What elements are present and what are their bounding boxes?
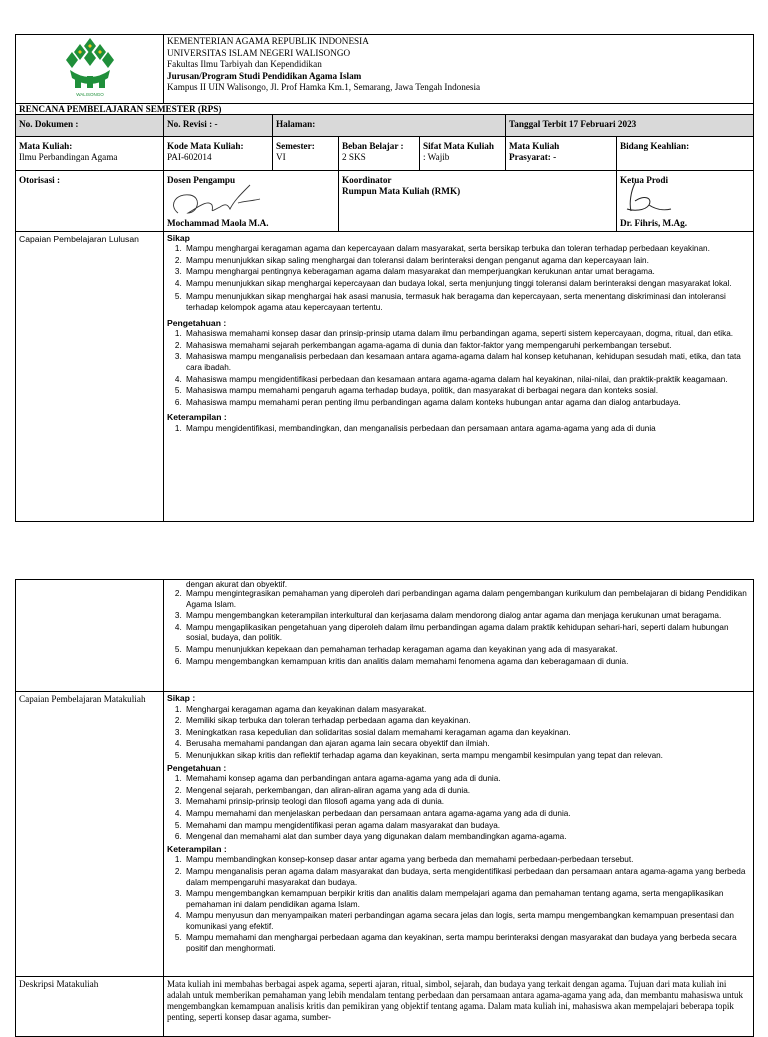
cpmk-pengetahuan-title: Pengetahuan :	[167, 762, 227, 773]
cpmk-content	[164, 692, 754, 977]
koordinator-label: Koordinator	[342, 174, 392, 185]
list-item: 1. Mahasiswa memahami konsep dasar dan prinsip-prinsip utama dalam ilmu perbandingan agama, seperti sistem kepercayaan, dogma, ritual, dan etika.	[184, 329, 750, 340]
semester-value: VI	[276, 152, 286, 162]
address-line: Kampus II UIN Walisongo, Jl. Prof Hamka Km.1, Semarang, Jawa Tengah Indonesia	[167, 82, 481, 92]
cpl-pengetahuan-list	[167, 329, 750, 408]
kaprodi-signature	[619, 177, 679, 217]
rps-title: RENCANA PEMBELAJARAN SEMESTER (RPS)	[16, 103, 754, 114]
rps-header-table	[15, 34, 754, 522]
cpl-keterampilan-title: Keterampilan :	[167, 412, 227, 423]
cpmk-sikap-title: Sikap :	[167, 693, 196, 703]
list-item: 4. Mampu memahami dan menjelaskan perbedaan dan persamaan antara agama-agama yang ada di dunia.	[184, 809, 750, 820]
sifat-cell	[420, 136, 506, 170]
faculty-line: Fakultas Ilmu Tarbiyah dan Kependidikan	[167, 59, 322, 69]
list-item: 4. Mampu mengaplikasikan pengetahuan yang diperoleh dalam ilmu perbandingan agama dalam praktik kehidupan sehari-hari, seperti dalam hubungan sosial, budaya, dan politik.	[184, 623, 750, 644]
uin-walisongo-logo	[58, 36, 122, 98]
list-item: 1. Mampu menghargai keragaman agama dan kepercayaan dalam masyarakat, serta bersikap terbuka dan toleran terhadap perbedaan keyakinan.	[184, 244, 750, 255]
deskripsi-text: Mata kuliah ini membahas berbagai aspek agama, seperti ajaran, ritual, simbol, sejarah, dan budaya yang terkait dengan agama. Tujuan dari mata kuliah ini adalah untuk memberikan pemahaman yang lebih mendalam tentang perbedaan dan persamaan antara agama-agama yang ada, dan membantu mahasiswa untuk mengembangkan kemampuan analisis kritis dan pemikiran yang objektif tentang agama. Dalam mata kuliah ini, mahasiswa akan mempelajari beberapa topik penting, seperti konsep dasar agama, sumber-	[164, 977, 754, 1037]
kode-mk-cell	[164, 136, 273, 170]
list-item: 4. Mahasiswa mampu mengidentifikasi perbedaan dan kesamaan antara agama-agama dalam hal keyakinan, nilai-nilai, dan praktik-praktik keagamaan.	[184, 375, 750, 386]
list-item: 4. Berusaha memahami pandangan dan ajaran agama lain secara obyektif dan ilmiah.	[184, 739, 750, 750]
list-item: 4. Mampu menunjukkan sikap menghargai kepercayaan dan budaya lokal, serta menjunjung tinggi toleransi dalam berinteraksi dengan masyarakat lokal.	[184, 279, 750, 290]
list-item: 1. Memahami konsep agama dan perbandingan antara agama-agama yang ada di dunia.	[184, 774, 750, 785]
cpl-sikap-list	[167, 244, 750, 314]
university-line: UNIVERSITAS ISLAM NEGERI WALISONGO	[167, 47, 351, 58]
department-line: Jurusan/Program Studi Pendidikan Agama Islam	[167, 70, 362, 81]
sifat-label: Sifat Mata Kuliah	[423, 140, 494, 151]
cpl-pengetahuan-title: Pengetahuan :	[167, 317, 227, 328]
deskripsi-label: Deskripsi Matakuliah	[16, 977, 164, 1037]
cpmk-pengetahuan-list	[167, 774, 750, 843]
mata-kuliah-label: Mata Kuliah:	[19, 140, 73, 151]
list-item: 3. Mampu menghargai pentingnya keberagaman agama dalam masyarakat dan memperjuangkan kerukunan antar umat beragama.	[184, 267, 750, 278]
list-item: 5. Menunjukkan sikap kritis dan reflektif terhadap agama dan keyakinan, serta mampu mengambil kesimpulan yang tepat dan relevan.	[184, 751, 750, 762]
koordinator-cell	[339, 170, 617, 231]
list-item: 3. Memahami prinsip-prinsip teologi dan filosofi agama yang ada di dunia.	[184, 797, 750, 808]
list-item: 3. Mampu mengembangkan keterampilan interkultural dan kerjasama dalam mendorong dialog antar agama dan menjaga kerukunan umat beragama.	[184, 611, 750, 622]
list-item: 2. Mengenal sejarah, perkembangan, dan aliran-aliran agama yang ada di dunia.	[184, 786, 750, 797]
list-item: 2. Mahasiswa memahami sejarah perkembangan agama-agama di dunia dan faktor-faktor yang mempengaruhi perkembangan tersebut.	[184, 341, 750, 352]
koordinator-sub: Rumpun Mata Kuliah (RMK)	[342, 186, 461, 196]
list-item: 5. Mahasiswa mampu memahami pengaruh agama terhadap budaya, politik, dan masyarakat di berbagai negara dan konteks sosial.	[184, 386, 750, 397]
kode-mk-label: Kode Mata Kuliah:	[167, 140, 244, 151]
dosen-label: Dosen Pengampu	[167, 174, 236, 185]
list-item: 1. Mampu mengidentifikasi, membandingkan, dan menganalisis perbedaan dan persamaan antara agama-agama yang ada di dunia	[184, 424, 750, 435]
list-item: 3. Meningkatkan rasa kepedulian dan solidaritas sosial dalam memahami keragaman agama dan keyakinan.	[184, 728, 750, 739]
logo-cell	[16, 35, 164, 104]
bidang-label: Bidang Keahlian:	[620, 140, 690, 151]
dosen-signature	[168, 183, 278, 219]
list-item: 3. Mampu mengembangkan kemampuan berpikir kritis dan analitis dalam mempelajari agama dan pemahaman tentang agama, serta mengaplikasikan pemahaman ini dalam pendidikan agama Islam.	[184, 889, 750, 910]
dosen-cell	[164, 170, 339, 231]
cpl-label: Capaian Pembelajaran Lulusan	[16, 231, 164, 521]
list-item: 4. Mampu menyusun dan menyampaikan materi perbandingan agama secara jelas dan logis, serta mampu mengembangkan kemampuan presentasi dan komunikasi yang efektif.	[184, 911, 750, 932]
list-item: 6. Mampu mengembangkan kemampuan kritis dan analitis dalam memahami fenomena agama dan keberagamaan di dunia.	[184, 657, 750, 668]
list-item: 5. Memahami dan mampu mengidentifikasi peran agama dalam masyarakat dan budaya.	[184, 821, 750, 832]
cpl-content	[164, 231, 754, 521]
cpmk-label: Capaian Pembelajaran Matakuliah	[16, 692, 164, 977]
semester-cell	[273, 136, 339, 170]
prasyarat-cell	[506, 136, 617, 170]
logo-text: WALISONGO	[75, 92, 104, 97]
list-item: 5. Mampu menunjukkan sikap menghargai hak asasi manusia, termasuk hak beragama dan kepercayaan, serta menentang diskriminasi dan intoleransi terhadap kelompok agama atau kepercayaan tertentu.	[184, 292, 750, 313]
dosen-name: Mochammad Maola M.A.	[167, 218, 269, 228]
semester-label: Semester:	[276, 140, 315, 151]
list-item: 5. Mampu menunjukkan kepekaan dan pemahaman terhadap keragaman agama dan keyakinan yang ada di masyarakat.	[184, 645, 750, 656]
kaprodi-name: Dr. Fihris, M.Ag.	[620, 218, 688, 228]
kaprodi-cell	[617, 170, 754, 231]
cpmk-keterampilan-title: Keterampilan :	[167, 843, 227, 854]
kode-mk-value: PAI-602014	[167, 152, 212, 162]
kaprodi-label: Ketua Prodi	[620, 174, 669, 185]
list-item: 1. Menghargai keragaman agama dan keyakinan dalam masyarakat.	[184, 705, 750, 716]
cpl-continued-content	[164, 580, 754, 692]
beban-value: 2 SKS	[342, 152, 366, 162]
bidang-cell	[617, 136, 754, 170]
prasyarat-label: Mata Kuliah	[509, 140, 560, 151]
cpl-keterampilan-list	[167, 424, 750, 435]
mata-kuliah-value: Ilmu Perbandingan Agama	[19, 152, 118, 162]
cpl-sikap-title: Sikap	[167, 232, 190, 243]
cpmk-keterampilan-list	[167, 855, 750, 954]
cpl-continued-label	[16, 580, 164, 692]
cpl-keterampilan-rest-list	[167, 589, 750, 667]
list-item: 2. Mampu mengintegrasikan pemahaman yang diperoleh dari perbandingan agama dalam pengembangan kurikulum dan pembelajaran di bidang Pendidikan Agama Islam.	[184, 589, 750, 610]
halaman: Halaman:	[273, 114, 506, 136]
beban-cell	[339, 136, 420, 170]
beban-label: Beban Belajar :	[342, 140, 404, 151]
list-item: 5. Mampu memahami dan menghargai perbedaan agama dan keyakinan, serta mampu berinteraksi dengan masyarakat dan budaya yang berbeda secara positif dan menghormati.	[184, 933, 750, 954]
list-item: 1. Mampu membandingkan konsep-konsep dasar antar agama yang berbeda dan memahami perbedaan-perbedaan tersebut.	[184, 855, 750, 866]
list-item: 2. Memiliki sikap terbuka dan toleran terhadap perbedaan agama dan keyakinan.	[184, 716, 750, 727]
prasyarat-value: Prasyarat: -	[509, 152, 557, 162]
list-item: 6. Mengenal dan memahami alat dan sumber daya yang digunakan dalam membandingkan agama-agama.	[184, 832, 750, 843]
cpmk-sikap-list	[167, 705, 750, 762]
institution-block	[164, 35, 754, 104]
list-item: 3. Mahasiswa mampu menganalisis perbedaan dan kesamaan antara agama-agama dalam hal konsep ketuhanan, kehidupan sesudah mati, etika, dan tata cara ibadah.	[184, 352, 750, 373]
sifat-value: : Wajib	[423, 152, 450, 162]
ministry-line: KEMENTERIAN AGAMA REPUBLIK INDONESIA	[167, 36, 369, 46]
mata-kuliah-cell	[16, 136, 164, 170]
rps-continued-table	[15, 579, 754, 1037]
keterampilan-continuation: dengan akurat dan obyektif.	[186, 580, 288, 589]
tanggal-terbit: Tanggal Terbit 17 Februari 2023	[506, 114, 754, 136]
list-item: 2. Mampu menganalisis peran agama dalam masyarakat dan budaya, serta mengidentifikasi perbedaan dan persamaan antara agama-agama yang berbeda dalam mempengaruhi masyarakat dan budaya.	[184, 867, 750, 888]
list-item: 6. Mahasiswa mampu memahami peran penting ilmu perbandingan agama dalam konteks hubungan antar agama dan dialog antarbudaya.	[184, 398, 750, 409]
otorisasi-label: Otorisasi :	[16, 170, 164, 231]
no-dokumen: No. Dokumen :	[16, 114, 164, 136]
list-item: 2. Mampu menunjukkan sikap saling menghargai dan toleransi dalam berinteraksi dengan penganut agama dan kepercayaan lain.	[184, 256, 750, 267]
no-revisi: No. Revisi : -	[164, 114, 273, 136]
